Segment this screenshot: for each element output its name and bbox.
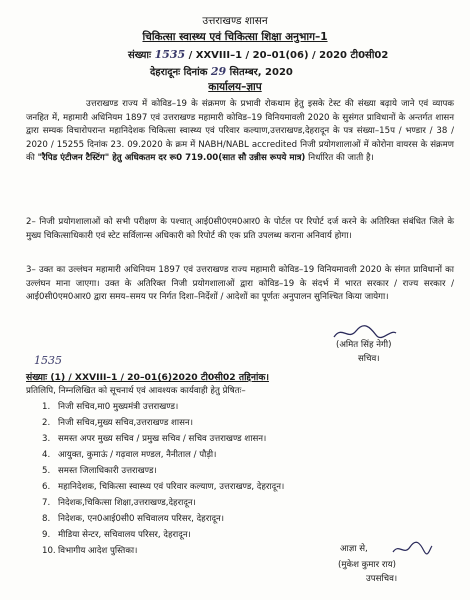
place-date-line xyxy=(150,64,293,78)
list-item: 10. विभागीय आदेश पुस्तिका। xyxy=(42,546,138,556)
paragraph-1-text: उत्तराखण्ड राज्य में कोविड–19 के संक्रमण के प्रभावी रोकथाम हेतु इसके टेस्ट की संख्या बढ़ाये जाने एवं व्यापक जनहित में, महामारी अधिनियम 1897 एवं उत्तराखण्ड महामारी कोविड–19 विनियमावली 2020 के सुसंगत प्राविधानों के अन्तर्गत शासन द्वारा सम्यक विचारोपरान्त महानिदेशक चिकित्सा स्वास्थ्य एवं परिवार कल्याण,उत्तराखण्ड,देहरादून के पत्र संख्या–15प / भण्डार / 38 / 2020 / 15255 दिनांक 23. 09.2020 के क्रम में NABH/NABL accredited निजी प्रयोगशालाओं में कोरोना वायरस के संक्रमण की xyxy=(26,99,454,164)
list-item: 6. महानिदेशक, चिकित्सा स्वास्थ्य एवं परिवार कल्याण, उत्तराखण्ड, देहरादून। xyxy=(42,482,285,492)
paragraph-1 xyxy=(26,98,454,166)
signature-scribble-2 xyxy=(390,540,434,558)
copy-intro: प्रतिलिपि, निम्नलिखित को सूचनार्थ एवं आवश्यक कार्यवाही हेतु प्रेषितः– xyxy=(26,386,246,396)
list-item: 7. निदेशक,चिकित्सा शिक्षा,उत्तराखण्ड,देहरादून। xyxy=(42,498,196,508)
paragraph-3: 3– उक्त का उल्लंघन महामारी अधिनियम 1897 एवं उत्तराखण्ड राज्य महामारी कोविड–19 विनियमावली 2020 के संगत प्राविधानों का उल्लंघन माना जाएगा। उक्त के अतिरिक्त निजी प्रयोगशालाओं द्वारा कोविड–19 के संदर्भ में भारत सरकार / राज्य सरकार / आई0सी0एम0आर0 द्वारा समय–समय पर निर्गत दिशा–निर्देशों / आदेशों का पूर्णतः अनुपालन सुनिश्चित किया जायेगा। xyxy=(26,265,454,303)
list-item: 1. निजी सचिव,मा0 मुख्यमंत्री उत्तराखण्ड। xyxy=(42,402,179,412)
handwritten-copy-number: 1535 xyxy=(34,354,62,367)
paragraph-1-end: निर्धारित की जाती है। xyxy=(308,153,374,164)
by-order-text: आज्ञा से, xyxy=(340,544,368,554)
list-item: 2. निजी सचिव,मुख्य सचिव,उत्तराखण्ड शासन। xyxy=(42,418,193,428)
deputy-secretary-designation: उपसचिव। xyxy=(366,574,398,584)
list-item: 5. समस्त जिलाधिकारी उत्तराखण्ड। xyxy=(42,466,157,476)
place-date-rest: सितम्बर, 2020 xyxy=(229,67,293,78)
office-memo-heading: कार्यालय–ज्ञाप xyxy=(208,81,262,93)
rapid-antigen-rate: "रैपिड एंटीजन टैस्टिंग" हेतु अधिकतम दर रू0 719.00(सात सौ उन्नीस रूपये मात्र) xyxy=(37,153,306,164)
department-heading: चिकित्सा स्वास्थ्य एवं चिकित्सा शिक्षा अनुभाग–1 xyxy=(142,31,328,43)
list-item: 4. आयुक्त, कुमाऊं / गढ़वाल मण्डल, नैनीताल / पौड़ी। xyxy=(42,450,217,460)
order-number-rest: / XXVIII–1 / 20–01(06) / 2020 टी0सी02 xyxy=(188,50,389,61)
handwritten-order-number: 1535 xyxy=(154,48,186,61)
order-number-prefix: संख्याः xyxy=(128,50,152,61)
handwritten-date: 29 xyxy=(210,65,227,78)
list-item: 9. मीडिया सेन्टर, सचिवालय परिसर, देहरादून। xyxy=(42,530,191,540)
signatory-name: (अमित सिंह नेगी) xyxy=(336,340,392,350)
signatory-designation: सचिव। xyxy=(358,354,380,364)
place-date-prefix: देहरादूनः दिनांक xyxy=(150,67,208,78)
order-number-line xyxy=(128,47,388,61)
list-item: 3. समस्त अपर मुख्य सचिव / प्रमुख सचिव / सचिव उत्तराखण्ड शासन। xyxy=(42,434,267,444)
list-item: 8. निदेशक, एन0आई0सी0 सचिवालय परिसर, देहरादून। xyxy=(42,514,225,524)
government-heading: उत्तराखण्ड शासन xyxy=(202,15,268,27)
paragraph-2: 2– निजी प्रयोगशालाओं को सभी परीक्षण के पश्चात् आई0सी0एम0आर0 के पोर्टल पर रिपोर्ट दर्ज करने के अतिरिक्त संबंधित जिले के मुख्य चिकित्साधिकारी एवं स्टेट सर्विलान्स अधिकारी को रिपोर्ट की एक प्रति उपलब्ध कराना अनिवार्य होगा। xyxy=(26,217,454,241)
copy-number-line: संख्याः (1) / XXVIII–1 / 20–01(6)2020 टी0सी02 तद्दिनांक। xyxy=(26,372,269,383)
deputy-secretary-name: (मुकेश कुमार राय) xyxy=(338,560,396,570)
